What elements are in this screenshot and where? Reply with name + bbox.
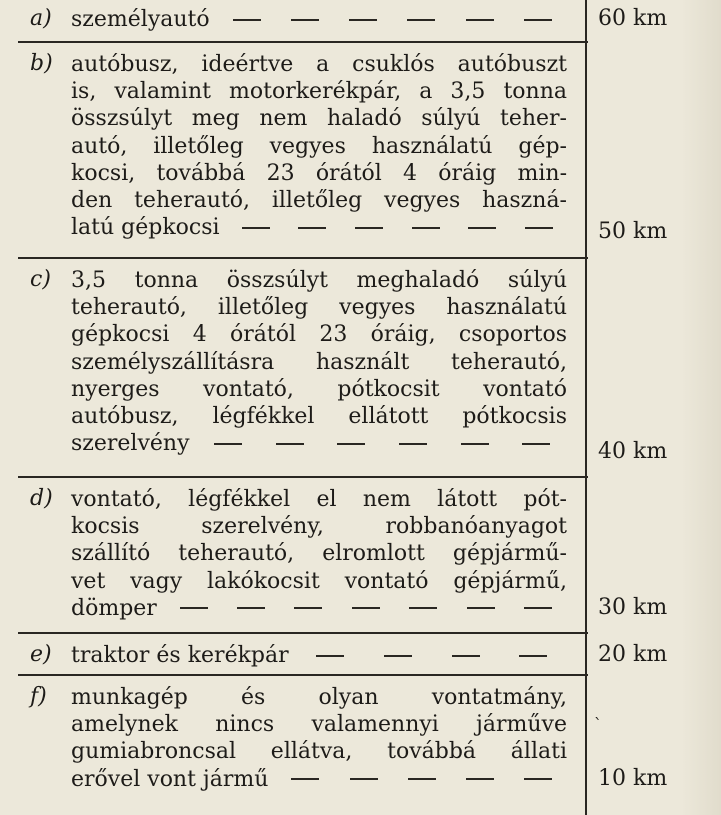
item-last-line: dömper bbox=[71, 595, 157, 621]
item-text bbox=[71, 684, 567, 793]
page-edge-shadow bbox=[681, 0, 721, 815]
text-line: szállító teherautó, elromlott gépjármű- bbox=[71, 541, 567, 567]
text-line: teherautó, illetőleg vegyes használatú bbox=[71, 295, 567, 321]
text-line: nyerges vontató, pótkocsit vontató bbox=[71, 376, 567, 402]
speed-limit: 40 km bbox=[598, 439, 668, 464]
text-line: gépkocsi 4 órától 23 óráig, csoportos bbox=[71, 322, 567, 348]
item-text bbox=[71, 486, 567, 622]
item-letter: a) bbox=[30, 6, 52, 31]
speed-limit: 60 km bbox=[598, 6, 668, 31]
text-line: den teherautó, illetőleg vegyes haszná- bbox=[71, 187, 567, 213]
item-letter: e) bbox=[30, 642, 52, 667]
item-text bbox=[71, 6, 567, 33]
speed-limit: 50 km bbox=[598, 219, 668, 244]
text-line: 3,5 tonna összsúlyt meghaladó súlyú bbox=[71, 268, 567, 293]
leader-dashes bbox=[165, 607, 567, 609]
speed-column-rule bbox=[585, 0, 587, 815]
text-line: gumiabroncsal ellátva, továbbá állati bbox=[71, 739, 567, 765]
item-last-line: szerelvény bbox=[71, 431, 190, 457]
text-line: személyszállításra használt teherautó, bbox=[71, 349, 567, 375]
row-divider bbox=[18, 476, 588, 478]
text-line: vontató, légfékkel el nem látott pót- bbox=[71, 487, 567, 512]
text-line: is, valamint motorkerékpár, a 3,5 tonna bbox=[71, 79, 567, 105]
row-divider bbox=[18, 41, 588, 43]
item-last-line: traktor és kerékpár bbox=[71, 643, 289, 668]
text-line: vet vagy lakókocsit vontató gépjármű, bbox=[71, 568, 567, 594]
speed-limit: 20 km bbox=[598, 642, 668, 667]
item-last-line: latú gépkocsi bbox=[71, 215, 220, 241]
row-divider bbox=[18, 257, 588, 259]
leader-dashes bbox=[198, 443, 567, 445]
item-letter: c) bbox=[30, 267, 51, 292]
item-text bbox=[71, 642, 567, 669]
leader-dashes bbox=[218, 19, 567, 21]
text-line: kocsis szerelvény, robbanóanyagot bbox=[71, 514, 567, 540]
leader-dashes bbox=[297, 655, 567, 657]
leader-dashes bbox=[276, 778, 567, 780]
text-line: autóbusz, légfékkel ellátott pótkocsis bbox=[71, 403, 567, 429]
text-line: összsúlyt meg nem haladó súlyú teher- bbox=[71, 106, 567, 132]
item-last-line: erővel vont jármű bbox=[71, 766, 269, 792]
text-line: kocsi, továbbá 23 órától 4 óráig min- bbox=[71, 160, 567, 186]
print-speck: ˋ bbox=[594, 715, 602, 734]
row-divider bbox=[18, 674, 588, 676]
speed-limit: 30 km bbox=[598, 595, 668, 620]
item-text bbox=[71, 267, 567, 457]
text-line: amelynek nincs valamennyi járműve bbox=[71, 712, 567, 738]
item-text bbox=[71, 51, 567, 241]
text-line: munkagép és olyan vontatmány, bbox=[71, 685, 567, 710]
row-divider bbox=[18, 632, 588, 634]
text-line: autóbusz, ideértve a csuklós autóbuszt bbox=[71, 52, 567, 77]
item-letter: f) bbox=[30, 684, 47, 709]
item-last-line: személyautó bbox=[71, 7, 210, 32]
text-line: autó, illetőleg vegyes használatú gép- bbox=[71, 133, 567, 159]
item-letter: b) bbox=[30, 51, 53, 76]
item-letter: d) bbox=[30, 486, 53, 511]
speed-limit: 10 km bbox=[598, 766, 668, 791]
leader-dashes bbox=[228, 227, 567, 229]
